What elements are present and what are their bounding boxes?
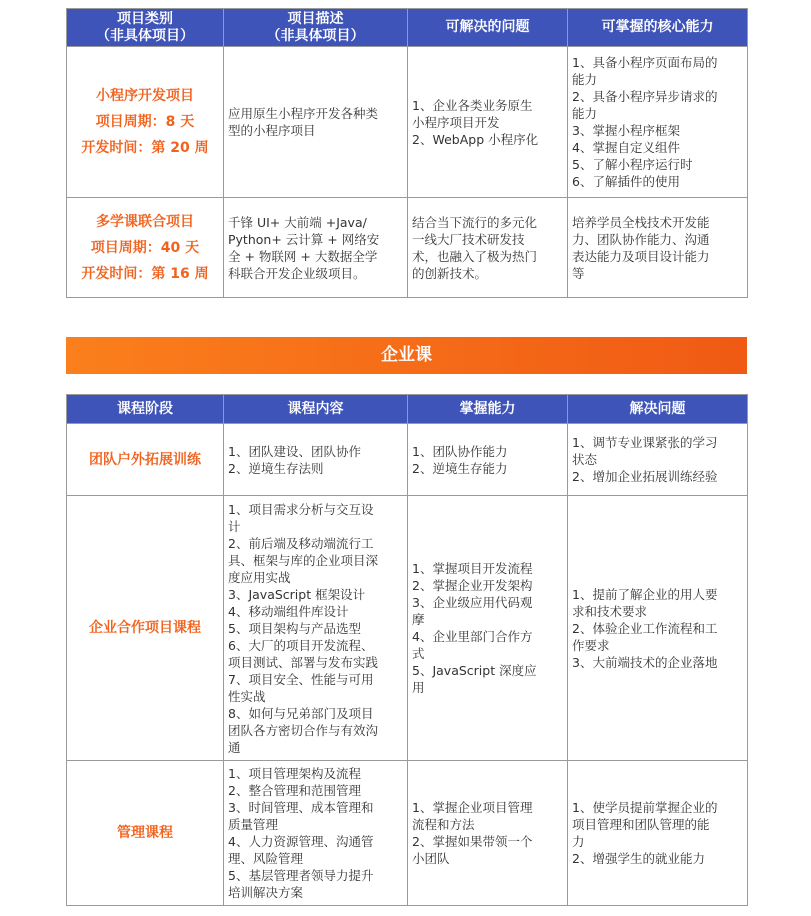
- project-problems: 1、企业各类业务原生 小程序项目开发 2、WebApp 小程序化: [408, 47, 568, 198]
- project-problems: 结合当下流行的多元化 一线大厂技术研发技 术，也融入了极为热门 的创新技术。: [408, 198, 568, 298]
- course-solves: 1、调节专业课紧张的学习 状态 2、增加企业拓展训练经验: [568, 424, 748, 496]
- table-row: [67, 424, 748, 496]
- project-table-header: [67, 9, 748, 47]
- course-table-header: [67, 395, 748, 424]
- project-category: 多学课联合项目 项目周期：40 天 开发时间：第 16 周: [67, 198, 224, 298]
- table-row: [67, 761, 748, 906]
- project-abilities: 培养学员全栈技术开发能 力、团队协作能力、沟通 表达能力及项目设计能力 等: [568, 198, 748, 298]
- course-abilities: 1、掌握企业项目管理 流程和方法 2、掌握如果带领一个 小团队: [408, 761, 568, 906]
- project-table: [66, 8, 748, 298]
- header-description: 项目描述 （非具体项目）: [224, 9, 408, 47]
- section-banner: 企业课: [66, 337, 747, 374]
- table-row: [67, 47, 748, 198]
- header-content: 课程内容: [224, 395, 408, 424]
- course-stage: 企业合作项目课程: [67, 496, 224, 761]
- project-category: 小程序开发项目 项目周期：8 天 开发时间：第 20 周: [67, 47, 224, 198]
- table-row: [67, 198, 748, 298]
- header-solves: 解决问题: [568, 395, 748, 424]
- course-stage: 团队户外拓展训练: [67, 424, 224, 496]
- project-abilities: 1、具备小程序页面布局的 能力 2、具备小程序异步请求的 能力 3、掌握小程序框架 4、掌握自定义组件 5、了解小程序运行时 6、了解插件的使用: [568, 47, 748, 198]
- header-abilities: 掌握能力: [408, 395, 568, 424]
- course-content: 1、团队建设、团队协作 2、逆境生存法则: [224, 424, 408, 496]
- header-category: 项目类别 （非具体项目）: [67, 9, 224, 47]
- course-solves: 1、提前了解企业的用人要 求和技术要求 2、体验企业工作流程和工 作要求 3、大前端技术的企业落地: [568, 496, 748, 761]
- course-abilities: 1、掌握项目开发流程 2、掌握企业开发架构 3、企业级应用代码观 摩 4、企业里部门合作方 式 5、JavaScript 深度应 用: [408, 496, 568, 761]
- project-description: 千锋 UI+ 大前端 +Java/ Python+ 云计算 + 网络安 全 + 物联网 + 大数据全学 科联合开发企业级项目。: [224, 198, 408, 298]
- course-content: 1、项目管理架构及流程 2、整合管理和范围管理 3、时间管理、成本管理和 质量管理 4、人力资源管理、沟通管 理、风险管理 5、基层管理者领导力提升 培训解决方案: [224, 761, 408, 906]
- table-row: [67, 496, 748, 761]
- header-problems: 可解决的问题: [408, 9, 568, 47]
- course-stage: 管理课程: [67, 761, 224, 906]
- enterprise-course-table: [66, 394, 748, 906]
- course-abilities: 1、团队协作能力 2、逆境生存能力: [408, 424, 568, 496]
- project-description: 应用原生小程序开发各种类 型的小程序项目: [224, 47, 408, 198]
- course-content: 1、项目需求分析与交互设 计 2、前后端及移动端流行工 具、框架与库的企业项目深 度应用实战 3、JavaScript 框架设计 4、移动端组件库设计 5、项目架构与产品选型 6、大厂的项目开发流程、 项目测试、部署与发布实践 7、项目安全、性能与可用 性实战 8、如何与兄弟部门及项目 团队各方密切合作与有效沟 通: [224, 496, 408, 761]
- header-stage: 课程阶段: [67, 395, 224, 424]
- header-abilities: 可掌握的核心能力: [568, 9, 748, 47]
- course-solves: 1、使学员提前掌握企业的 项目管理和团队管理的能 力 2、增强学生的就业能力: [568, 761, 748, 906]
